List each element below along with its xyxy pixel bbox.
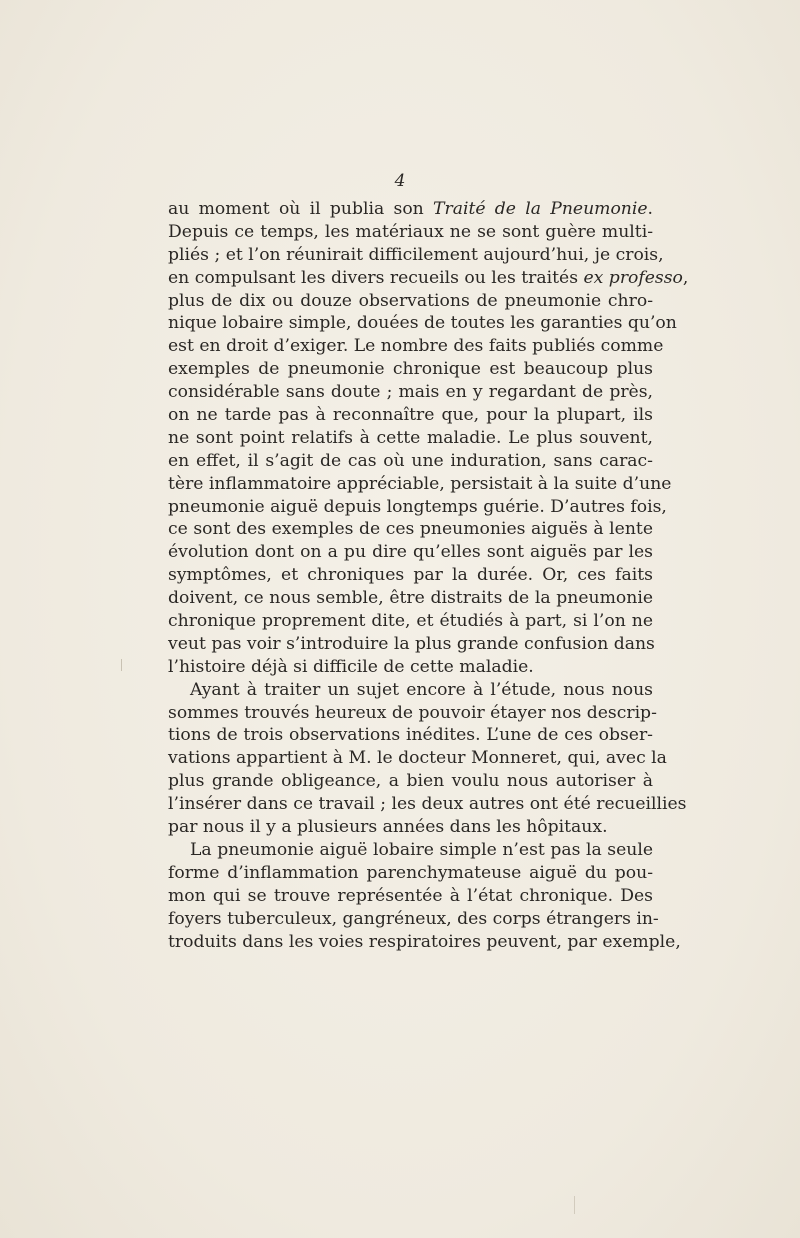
text-line: doivent, ce nous semble, être distraits de la pneumonie [168, 588, 653, 609]
text-line: pneumonie aiguë depuis longtemps guérie. D’autres fois, [168, 496, 667, 517]
text-line: par nous il y a plusieurs années dans les hôpitaux. [168, 817, 608, 838]
text-line: chronique proprement dite, et étudiés à part, si l’on ne [168, 611, 653, 632]
text-line: est en droit d’exiger. Le nombre des faits publiés comme [168, 336, 664, 357]
text-line: l’insérer dans ce travail ; les deux autres ont été recueillies [168, 794, 687, 815]
text-line: vations appartient à M. le docteur Monneret, qui, avec la [168, 748, 667, 769]
text-line: symptômes, et chroniques par la durée. Or, ces faits [168, 565, 653, 586]
latin-phrase: ex professo [583, 267, 683, 288]
text-line: forme d’inflammation parenchymateuse aiguë du pou- [168, 862, 653, 883]
text-line: Depuis ce temps, les matériaux ne se sont guère multi- [168, 221, 653, 242]
text-line: au moment où il publia son Traité de la Pneumonie. [168, 199, 654, 219]
margin-mark [121, 659, 122, 671]
text-line: foyers tuberculeux, gangréneux, des corps étrangers in- [168, 908, 659, 929]
text-line: ce sont des exemples de ces pneumonies aiguës à lente [168, 519, 653, 540]
text-line: veut pas voir s’introduire la plus grande confusion dans [168, 633, 655, 654]
book-title: Traité de la Pneumonie [433, 199, 648, 219]
text-line: en effet, il s’agit de cas où une induration, sans carac- [168, 450, 653, 471]
text-line: plus grande obligeance, a bien voulu nous autoriser à [168, 771, 653, 792]
text-line: mon qui se trouve représentée à l’état chronique. Des [168, 885, 653, 906]
text-line: on ne tarde pas à reconnaître que, pour la plupart, ils [168, 405, 653, 426]
page-number: 4 [394, 171, 406, 191]
text-line: pliés ; et l’on réunirait difficilement aujourd’hui, je crois, [168, 244, 664, 265]
text-line: en compulsant les divers recueils ou les traités ex professo, [168, 267, 689, 288]
text-line: Ayant à traiter un sujet encore à l’étude, nous nous [190, 679, 653, 700]
text-line: exemples de pneumonie chronique est beaucoup plus [168, 359, 653, 380]
text-line: sommes trouvés heureux de pouvoir étayer nos descrip- [168, 702, 657, 723]
text-line: tère inflammatoire appréciable, persistait à la suite d’une [168, 473, 672, 494]
text-line: ne sont point relatifs à cette maladie. Le plus souvent, [168, 427, 653, 448]
text-line: l’histoire déjà si difficile de cette maladie. [168, 656, 534, 677]
text-line: La pneumonie aiguë lobaire simple n’est pas la seule [190, 839, 653, 860]
body-text [168, 198, 689, 953]
text-line: plus de dix ou douze observations de pneumonie chro- [168, 290, 653, 311]
text-line: évolution dont on a pu dire qu’elles sont aiguës par les [168, 542, 653, 563]
text-line: nique lobaire simple, douées de toutes les garanties qu’on [168, 313, 677, 334]
text-line: considérable sans doute ; mais en y regardant de près, [168, 382, 653, 403]
text-line: tions de trois observations inédites. L’une de ces obser- [168, 725, 653, 746]
text-line: troduits dans les voies respiratoires peuvent, par exemple, [168, 931, 681, 952]
paper-crease-mark [574, 1196, 575, 1214]
